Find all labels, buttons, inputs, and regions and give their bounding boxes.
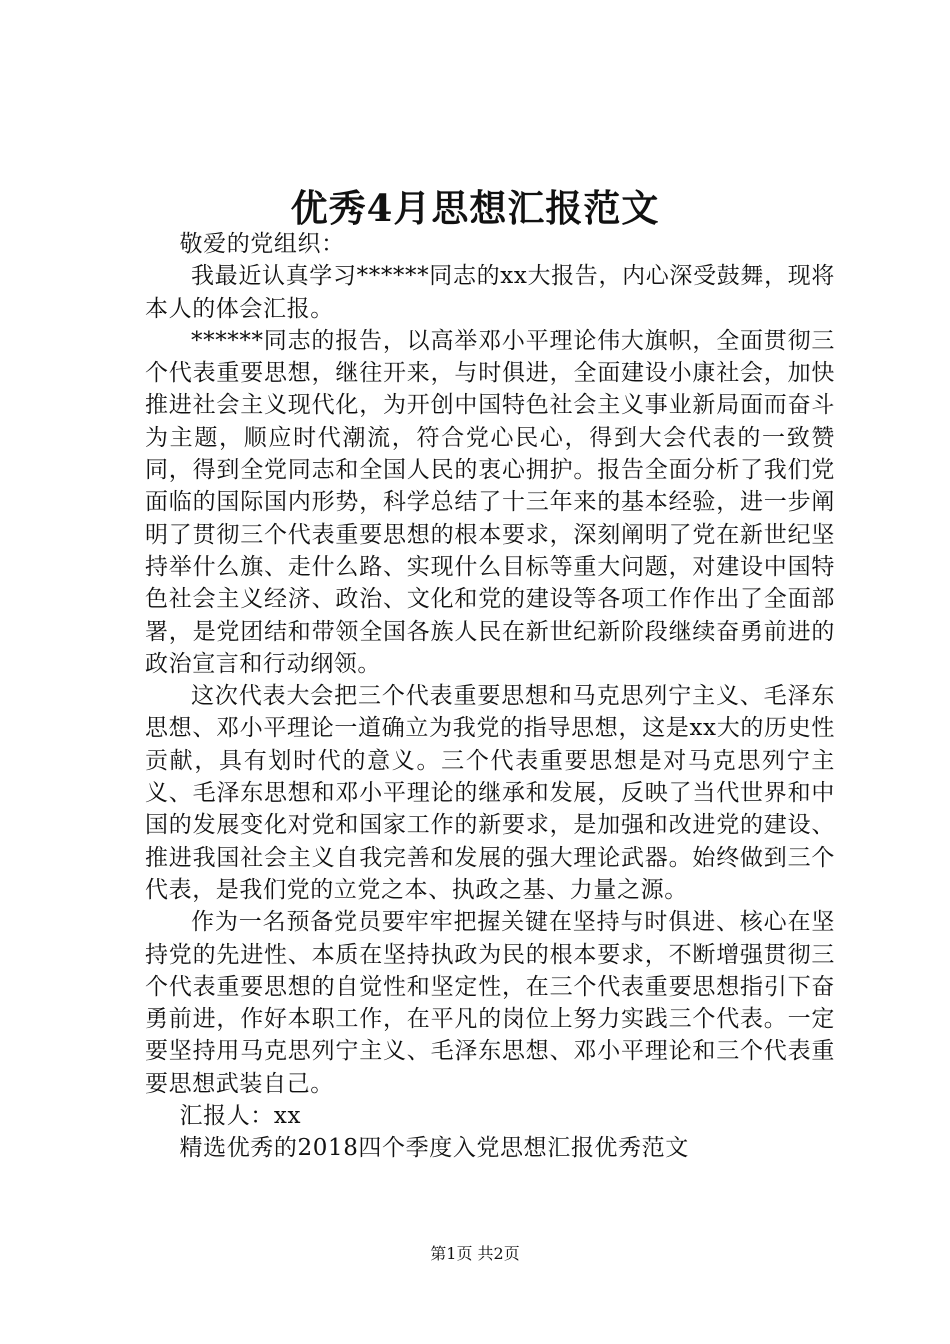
document-title: 优秀4月思想汇报范文: [290, 186, 660, 230]
paragraph-2: ******同志的报告，以高举邓小平理论伟大旗帜，全面贯彻三个代表重要思想，继往开来，与时俱进，全面建设小康社会，加快推进社会主义现代化，为开创中国特色社会主义事业新局面而奋斗为主题，顺应时代潮流，符合党心民心，得到大会代表的一致赞同，得到全党同志和全国人民的衷心拥护。报告全面分析了我们党面临的国际国内形势，科学总结了十三年来的基本经验，进一步阐明了贯彻三个代表重要思想的根本要求，深刻阐明了党在新世纪坚持举什么旗、走什么路、实现什么目标等重大问题，对建设中国特色社会主义经济、政治、文化和党的建设等各项工作作出了全面部署，是党团结和带领全国各族人民在新世纪新阶段继续奋勇前进的政治宣言和行动纲领。: [145, 327, 835, 677]
paragraph-4: 作为一名预备党员要牢牢把握关键在坚持与时俱进、核心在坚持党的先进性、本质在坚持执政为民的根本要求，不断增强贯彻三个代表重要思想的自觉性和坚定性，在三个代表重要思想指引下奋勇前进，作好本职工作，在平凡的岗位上努力实践三个代表。一定要坚持用马克思列宁主义、毛泽东思想、邓小平理论和三个代表重要思想武装自己。: [145, 909, 835, 1097]
salutation: 敬爱的党组织：: [179, 231, 345, 257]
signature: 汇报人：xx: [179, 1103, 302, 1130]
page-number: 第1页 共2页: [430, 1244, 520, 1263]
paragraph-3: 这次代表大会把三个代表重要思想和马克思列宁主义、毛泽东思想、邓小平理论一道确立为我党的指导思想，这是xx大的历史性贡献，具有划时代的意义。三个代表重要思想是对马克思列宁主义、毛泽东思想和邓小平理论的继承和发展，反映了当代世界和中国的发展变化对党和国家工作的新要求，是加强和改进党的建设、推进我国社会主义自我完善和发展的强大理论武器。始终做到三个代表，是我们党的立党之本、执政之基、力量之源。: [145, 683, 835, 903]
paragraph-1: 我最近认真学习******同志的xx大报告，内心深受鼓舞，现将本人的体会汇报。: [145, 263, 835, 322]
document-body: [145, 228, 835, 1165]
related-article-link[interactable]: 精选优秀的2018四个季度入党思想汇报优秀范文: [179, 1135, 689, 1162]
